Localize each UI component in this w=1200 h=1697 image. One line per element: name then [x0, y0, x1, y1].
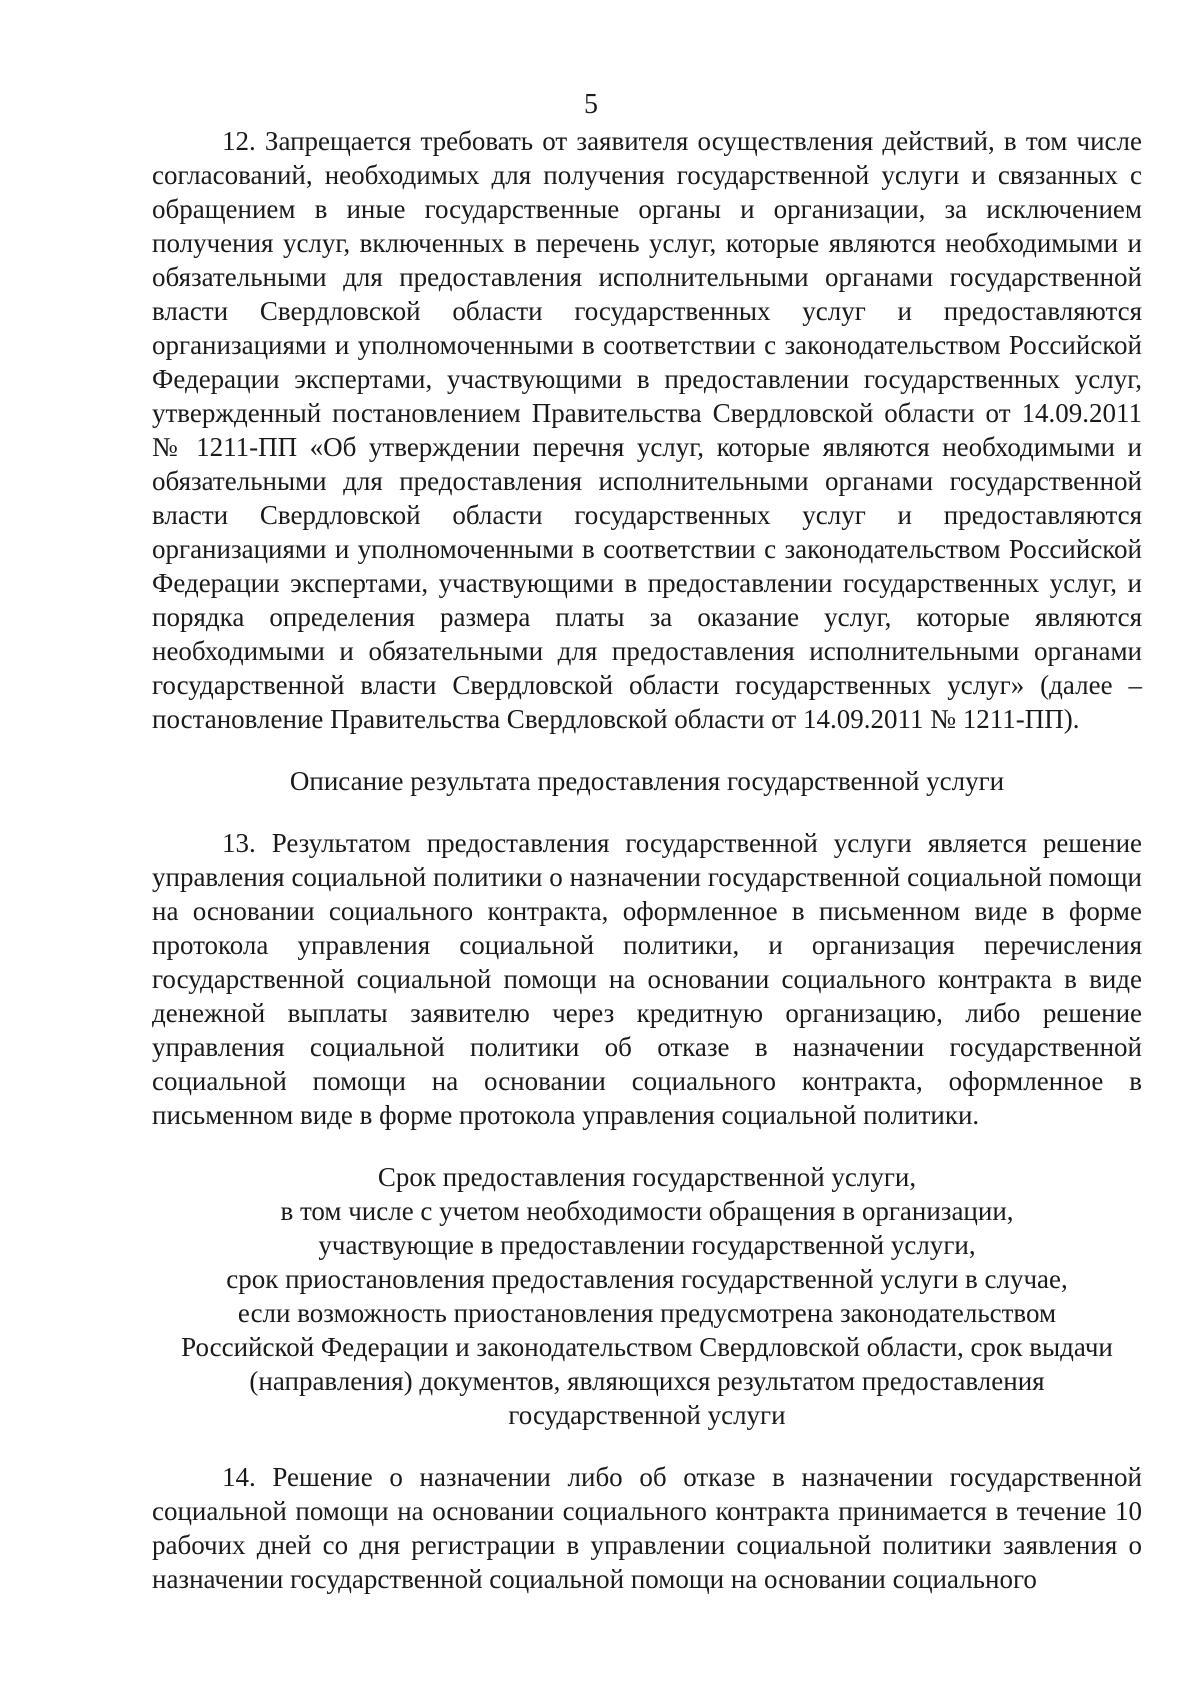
paragraph-12: 12. Запрещается требовать от заявителя осуществления действий, в том числе согласований, необходимых для получения государственной услуги и связанных с обращением в иные государственные органы и организации, за исключением получения услуг, включенных в перечень услуг, которые являются необходимыми и обязательными для предоставления исполнительными органами государственной власти Свердловской области государственных услуг и предоставляются организациями и уполномоченными в соответствии с законодательством Российской Федерации экспертами, участвующими в предоставлении государственных услуг, утвержденный постановлением Правительства Свердловской области от 14.09.2011 № 1211-ПП «Об утверждении перечня услуг, которые являются необходимыми и обязательными для предоставления исполнительными органами государственной власти Свердловской области государственных услуг и предоставляются организациями и уполномоченными в соответствии с законодательством Российской Федерации экспертами, участвующими в предоставлении государственных услуг, и порядка определения размера платы за оказание услуг, которые являются необходимыми и обязательными для предоставления исполнительными органами государственной власти Свердловской области государственных услуг» (далее – постановление Правительства Свердловской области от 14.09.2011 № 1211-ПП). — [152, 126, 1142, 734]
heading-term-line: участвующие в предоставлении государственной услуги, — [318, 1230, 976, 1260]
section-heading-result: Описание результата предоставления государственной услуги — [289, 766, 1005, 796]
heading-term-line: Срок предоставления государственной услуги, — [377, 1162, 917, 1192]
section-heading-term — [152, 1160, 1142, 1432]
paragraph-13: 13. Результатом предоставления государственной услуги является решение управления социальной политики о назначении государственной социальной помощи на основании социального контракта, оформленное в письменном виде в форме протокола управления социальной политики, и организация перечисления государственной социальной помощи на основании социального контракта в виде денежной выплаты заявителю через кредитную организацию, либо решение управления социальной политики об отказе в назначении государственной социальной помощи на основании социального контракта, оформленное в письменном виде в форме протокола управления социальной политики. — [152, 828, 1142, 1130]
heading-term-line: если возможность приостановления предусмотрена законодательством — [237, 1298, 1057, 1328]
heading-term-line: (направления) документов, являющихся результатом предоставления — [249, 1366, 1045, 1396]
paragraph-14: 14. Решение о назначении либо об отказе в назначении государственной социальной помощи на основании социального контракта принимается в течение 10 рабочих дней со дня регистрации в управлении социальной политики заявления о назначении государственной социальной помощи на основании социального — [152, 1462, 1142, 1594]
page-number: 5 — [584, 89, 598, 120]
heading-term-line: Российской Федерации и законодательством Свердловской области, срок выдачи — [181, 1332, 1113, 1362]
heading-term-line: в том числе с учетом необходимости обращения в организации, — [280, 1196, 1014, 1226]
heading-term-line: срок приостановления предоставления государственной услуги в случае, — [226, 1264, 1068, 1294]
heading-term-line: государственной услуги — [508, 1400, 786, 1430]
